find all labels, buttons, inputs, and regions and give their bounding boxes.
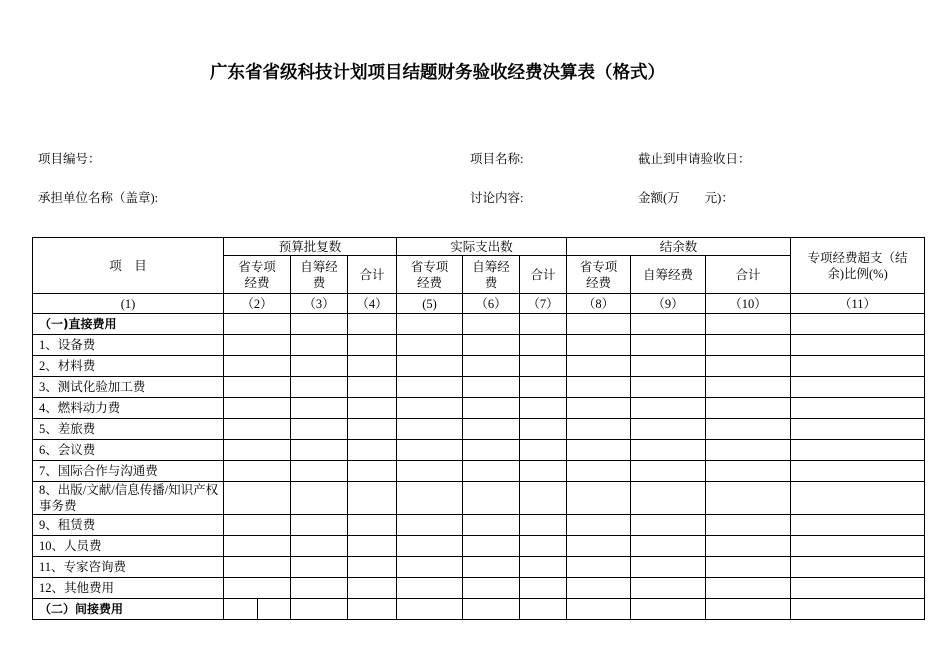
subheader-self-raised-fund: 自筹经费	[472, 259, 510, 290]
amount-cell	[631, 515, 706, 536]
expense-item-label: 6、会议费	[33, 440, 224, 461]
amount-cell	[291, 314, 348, 335]
amount-cell	[631, 578, 706, 599]
amount-cell	[520, 578, 567, 599]
amount-cell	[348, 335, 397, 356]
amount-cell	[463, 515, 520, 536]
subheader-provincial-fund: 省专项经费	[238, 259, 276, 290]
amount-cell	[631, 335, 706, 356]
expense-row	[33, 578, 925, 599]
column-number: （3）	[291, 294, 348, 314]
amount-cell	[224, 377, 291, 398]
amount-label: 金额(万 元)：	[638, 191, 734, 205]
amount-cell	[791, 377, 925, 398]
column-number: （4）	[348, 294, 397, 314]
section-row	[33, 314, 925, 335]
project-name-label: 项目名称:	[470, 152, 524, 166]
amount-cell	[520, 536, 567, 557]
cell-divider	[257, 599, 258, 619]
expense-row	[33, 440, 925, 461]
amount-cell	[706, 419, 791, 440]
subheader-self-raised-fund: 自筹经费	[300, 259, 338, 290]
subheader-self-raised-fund: 自筹经费	[631, 256, 706, 294]
column-number: （10）	[706, 294, 791, 314]
amount-cell	[291, 578, 348, 599]
column-number: （2）	[224, 294, 291, 314]
section-row	[33, 599, 925, 620]
amount-cell	[348, 482, 397, 515]
amount-cell	[791, 314, 925, 335]
amount-cell	[291, 482, 348, 515]
amount-cell	[791, 440, 925, 461]
deadline-label: 截止到申请验收日：	[638, 152, 751, 166]
amount-cell	[706, 557, 791, 578]
header-row-groups	[33, 238, 925, 256]
subheader-cell	[291, 256, 348, 294]
amount-cell	[224, 398, 291, 419]
expense-rows	[33, 314, 925, 620]
amount-cell	[348, 314, 397, 335]
amount-cell	[791, 398, 925, 419]
column-number: (1)	[33, 294, 224, 314]
amount-cell	[791, 335, 925, 356]
expense-item-label: 4、燃料动力费	[33, 398, 224, 419]
amount-cell	[706, 335, 791, 356]
amount-cell	[631, 557, 706, 578]
expense-row	[33, 515, 925, 536]
amount-cell	[291, 398, 348, 419]
undertaking-unit-label: 承担单位名称（盖章):	[38, 191, 159, 205]
column-number: (5)	[397, 294, 463, 314]
expense-item-label: 3、测试化验加工费	[33, 377, 224, 398]
expense-item-label: 12、其他费用	[33, 578, 224, 599]
amount-cell	[791, 557, 925, 578]
amount-cell	[631, 461, 706, 482]
amount-cell	[291, 461, 348, 482]
amount-cell	[567, 398, 631, 419]
header-row-column-numbers	[33, 294, 925, 314]
amount-cell	[397, 356, 463, 377]
amount-cell	[706, 461, 791, 482]
amount-cell	[520, 557, 567, 578]
amount-cell	[348, 356, 397, 377]
amount-cell	[224, 440, 291, 461]
amount-cell	[567, 356, 631, 377]
amount-cell	[463, 440, 520, 461]
amount-cell	[706, 482, 791, 515]
amount-cell	[224, 515, 291, 536]
amount-cell	[291, 419, 348, 440]
amount-cell	[463, 557, 520, 578]
amount-cell	[706, 536, 791, 557]
expense-item-label: 7、国际合作与沟通费	[33, 461, 224, 482]
amount-cell	[567, 482, 631, 515]
group-header-balance: 结余数	[567, 238, 791, 256]
expense-item-label: 10、人员费	[33, 536, 224, 557]
amount-cell	[631, 398, 706, 419]
amount-cell	[520, 599, 567, 620]
amount-cell	[291, 440, 348, 461]
column-number: （7）	[520, 294, 567, 314]
amount-cell	[791, 578, 925, 599]
amount-cell	[224, 461, 291, 482]
amount-cell	[520, 377, 567, 398]
subheader-cell	[224, 256, 291, 294]
amount-cell	[463, 419, 520, 440]
amount-cell	[463, 335, 520, 356]
amount-cell	[224, 314, 291, 335]
amount-cell	[291, 515, 348, 536]
expense-row	[33, 377, 925, 398]
amount-cell	[520, 440, 567, 461]
amount-cell	[706, 599, 791, 620]
amount-cell	[348, 440, 397, 461]
amount-cell	[463, 482, 520, 515]
amount-cell	[397, 440, 463, 461]
subheader-provincial-fund: 省专项经费	[579, 259, 618, 290]
amount-cell	[706, 515, 791, 536]
expense-item-label: 11、专家咨询费	[33, 557, 224, 578]
amount-cell	[397, 578, 463, 599]
amount-cell	[520, 398, 567, 419]
amount-cell	[631, 482, 706, 515]
amount-cell	[348, 419, 397, 440]
amount-cell	[291, 377, 348, 398]
amount-cell	[397, 536, 463, 557]
expense-item-label: 2、材料费	[33, 356, 224, 377]
expense-row	[33, 356, 925, 377]
amount-cell	[348, 398, 397, 419]
amount-cell	[631, 356, 706, 377]
expense-row	[33, 482, 925, 515]
discussion-label: 讨论内容:	[470, 191, 524, 205]
amount-cell	[463, 461, 520, 482]
amount-cell	[224, 578, 291, 599]
amount-cell	[567, 314, 631, 335]
amount-cell	[397, 398, 463, 419]
expense-row	[33, 536, 925, 557]
subheader-cell	[567, 256, 631, 294]
amount-cell	[706, 440, 791, 461]
subheader-total: 合计	[520, 256, 567, 294]
amount-cell	[397, 482, 463, 515]
amount-cell	[520, 335, 567, 356]
subheader-cell	[397, 256, 463, 294]
group-header-budget: 预算批复数	[224, 238, 397, 256]
amount-cell	[791, 536, 925, 557]
amount-cell	[463, 377, 520, 398]
amount-cell	[348, 461, 397, 482]
amount-cell	[463, 536, 520, 557]
section-label: （二）间接费用	[33, 599, 224, 620]
amount-cell	[397, 377, 463, 398]
amount-cell	[791, 419, 925, 440]
amount-cell	[631, 419, 706, 440]
amount-cell	[348, 599, 397, 620]
subheader-provincial-fund: 省专项经费	[410, 259, 449, 290]
amount-cell	[520, 515, 567, 536]
subheader-total: 合计	[348, 256, 397, 294]
column-number: （8）	[567, 294, 631, 314]
amount-cell	[348, 557, 397, 578]
amount-cell	[291, 599, 348, 620]
amount-cell	[291, 335, 348, 356]
subheader-cell	[463, 256, 520, 294]
amount-cell	[397, 461, 463, 482]
expense-item-label: 8、出版/文献/信息传播/知识产权事务费	[33, 482, 224, 515]
column-number: （9）	[631, 294, 706, 314]
amount-cell	[348, 536, 397, 557]
amount-cell	[463, 314, 520, 335]
amount-cell	[348, 578, 397, 599]
amount-cell	[397, 419, 463, 440]
amount-cell	[567, 440, 631, 461]
amount-cell	[224, 536, 291, 557]
amount-cell	[224, 356, 291, 377]
amount-cell	[224, 557, 291, 578]
amount-cell	[567, 515, 631, 536]
amount-cell	[291, 356, 348, 377]
amount-cell	[520, 356, 567, 377]
subheader-total: 合计	[706, 256, 791, 294]
amount-cell	[397, 335, 463, 356]
amount-cell	[791, 599, 925, 620]
amount-cell	[631, 377, 706, 398]
amount-cell	[631, 536, 706, 557]
amount-cell	[567, 557, 631, 578]
expense-item-label: 1、设备费	[33, 335, 224, 356]
column-number: （6）	[463, 294, 520, 314]
expense-row	[33, 557, 925, 578]
amount-cell	[706, 356, 791, 377]
amount-cell	[791, 482, 925, 515]
amount-cell	[706, 398, 791, 419]
amount-cell	[463, 599, 520, 620]
amount-cell	[567, 377, 631, 398]
ratio-header-cell	[791, 238, 925, 294]
expense-row	[33, 419, 925, 440]
expense-item-label: 5、差旅费	[33, 419, 224, 440]
amount-cell	[520, 419, 567, 440]
amount-cell	[567, 461, 631, 482]
project-number-label: 项目编号：	[38, 152, 101, 166]
amount-cell	[567, 578, 631, 599]
amount-cell	[520, 482, 567, 515]
amount-cell	[224, 599, 291, 620]
amount-cell	[791, 356, 925, 377]
amount-cell	[791, 515, 925, 536]
amount-cell	[631, 314, 706, 335]
amount-cell	[567, 536, 631, 557]
amount-cell	[348, 377, 397, 398]
item-header: 项 目	[33, 238, 224, 294]
form-title: 广东省省级科技计划项目结题财务验收经费决算表（格式）	[210, 63, 665, 83]
amount-cell	[520, 314, 567, 335]
amount-cell	[397, 314, 463, 335]
amount-cell	[397, 599, 463, 620]
amount-cell	[567, 335, 631, 356]
amount-cell	[397, 515, 463, 536]
amount-cell	[463, 356, 520, 377]
amount-cell	[706, 314, 791, 335]
section-label: （一)直接费用	[33, 314, 224, 335]
amount-cell	[224, 482, 291, 515]
amount-cell	[631, 599, 706, 620]
expense-row	[33, 461, 925, 482]
amount-cell	[463, 398, 520, 419]
amount-cell	[706, 377, 791, 398]
expense-item-label: 9、租赁费	[33, 515, 224, 536]
budget-settlement-table	[32, 237, 925, 620]
amount-cell	[224, 335, 291, 356]
ratio-header: 专项经费超支（结余)比例(%)	[807, 250, 908, 281]
amount-cell	[291, 557, 348, 578]
amount-cell	[520, 461, 567, 482]
expense-row	[33, 335, 925, 356]
amount-cell	[706, 578, 791, 599]
amount-cell	[791, 461, 925, 482]
amount-cell	[567, 599, 631, 620]
amount-cell	[291, 536, 348, 557]
amount-cell	[567, 419, 631, 440]
amount-cell	[463, 578, 520, 599]
amount-cell	[348, 515, 397, 536]
expense-row	[33, 398, 925, 419]
amount-cell	[631, 440, 706, 461]
amount-cell	[224, 419, 291, 440]
column-number: （11）	[791, 294, 925, 314]
group-header-actual: 实际支出数	[397, 238, 567, 256]
amount-cell	[397, 557, 463, 578]
